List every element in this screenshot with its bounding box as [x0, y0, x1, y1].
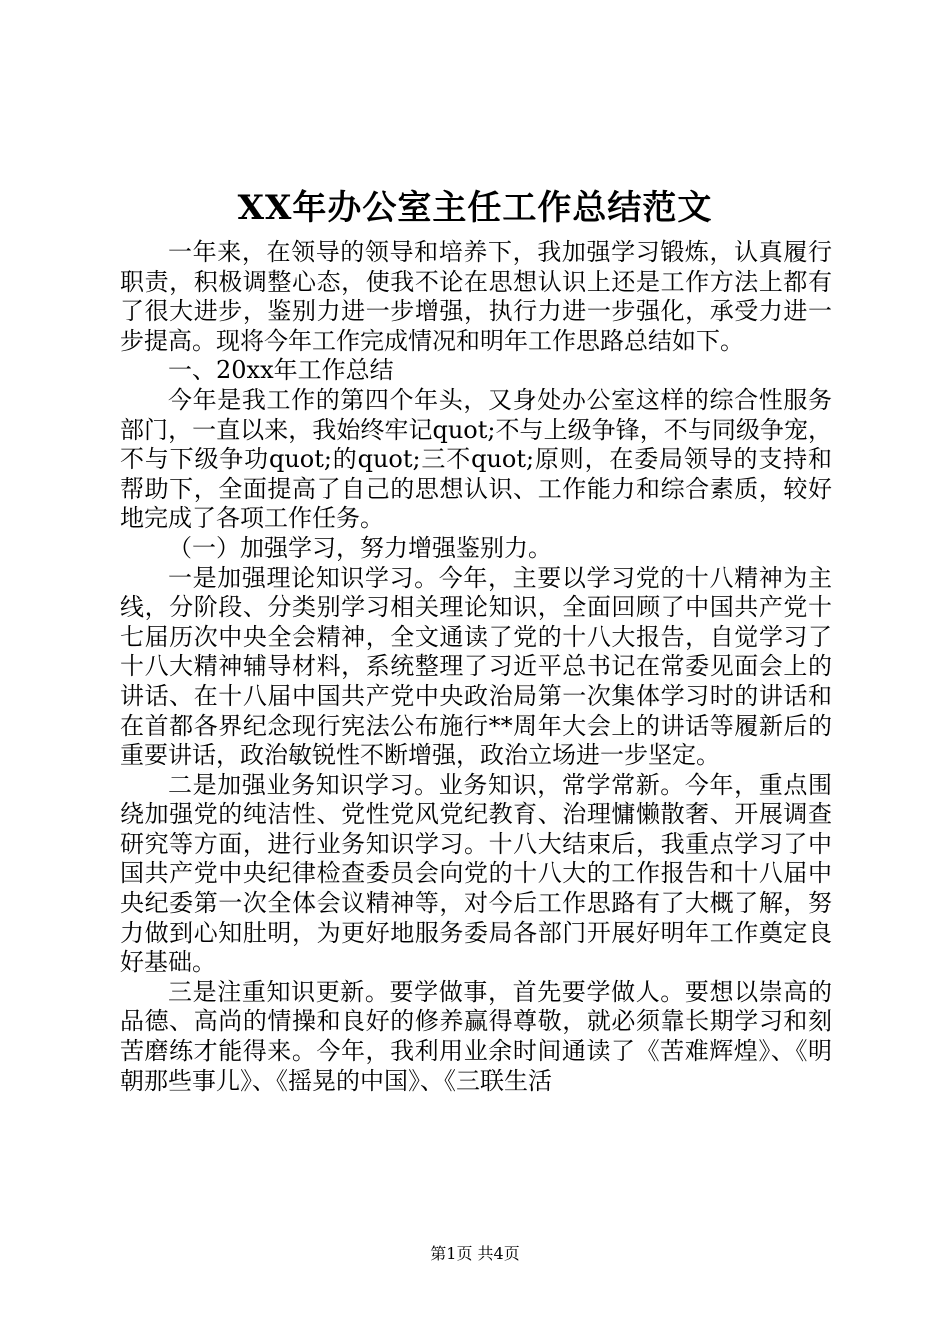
paragraph-overview: 今年是我工作的第四个年头，又身处办公室这样的综合性服务部门，一直以来，我始终牢记quot;不与上级争锋，不与同级争宠，不与下级争功quot;的quot;三不quot;原则，在委局领导的支持和帮助下，全面提高了自己的思想认识、工作能力和综合素质，较好地完成了各项工作任务。 — [120, 385, 832, 533]
paragraph-business-study: 二是加强业务知识学习。业务知识，常学常新。今年，重点围绕加强党的纯洁性、党性党风党纪教育、治理慵懒散奢、开展调查研究等方面，进行业务知识学习。十八大结束后，我重点学习了中国共产党中央纪律检查委员会向党的十八大的工作报告和十八届中央纪委第一次全体会议精神等，对今后工作思路有了大概了解，努力做到心知肚明，为更好地服务委局各部门开展好明年工作奠定良好基础。 — [120, 770, 832, 977]
document-body — [120, 238, 832, 1096]
paragraph-intro: 一年来，在领导的领导和培养下，我加强学习锻炼，认真履行职责，积极调整心态，使我不论在思想认识上还是工作方法上都有了很大进步，鉴别力进一步增强，执行力进一步强化，承受力进一步提高。现将今年工作完成情况和明年工作思路总结如下。 — [120, 238, 832, 355]
paragraph-theory-study: 一是加强理论知识学习。今年，主要以学习党的十八精神为主线，分阶段、分类别学习相关理论知识，全面回顾了中国共产党十七届历次中央全会精神，全文通读了党的十八大报告，自觉学习了十八大精神辅导材料，系统整理了习近平总书记在常委见面会上的讲话、在十八届中国共产党中央政治局第一次集体学习时的讲话和在首都各界纪念现行宪法公布施行**周年大会上的讲话等履新后的重要讲话，政治敏锐性不断增强，政治立场进一步坚定。 — [120, 563, 832, 770]
subsection-heading: （一）加强学习，努力增强鉴别力。 — [168, 533, 552, 562]
section-heading: 一、20xx年工作总结 — [168, 356, 394, 385]
paragraph-knowledge-update: 三是注重知识更新。要学做事，首先要学做人。要想以崇高的品德、高尚的情操和良好的修养赢得尊敬，就必须靠长期学习和刻苦磨练才能得来。今年，我利用业余时间通读了《苦难辉煌》、《明朝那些事儿》、《摇晃的中国》、《三联生活 — [120, 977, 832, 1095]
document-title: XX年办公室主任工作总结范文 — [237, 188, 713, 228]
page-footer: 第1页 共4页 — [430, 1244, 520, 1263]
